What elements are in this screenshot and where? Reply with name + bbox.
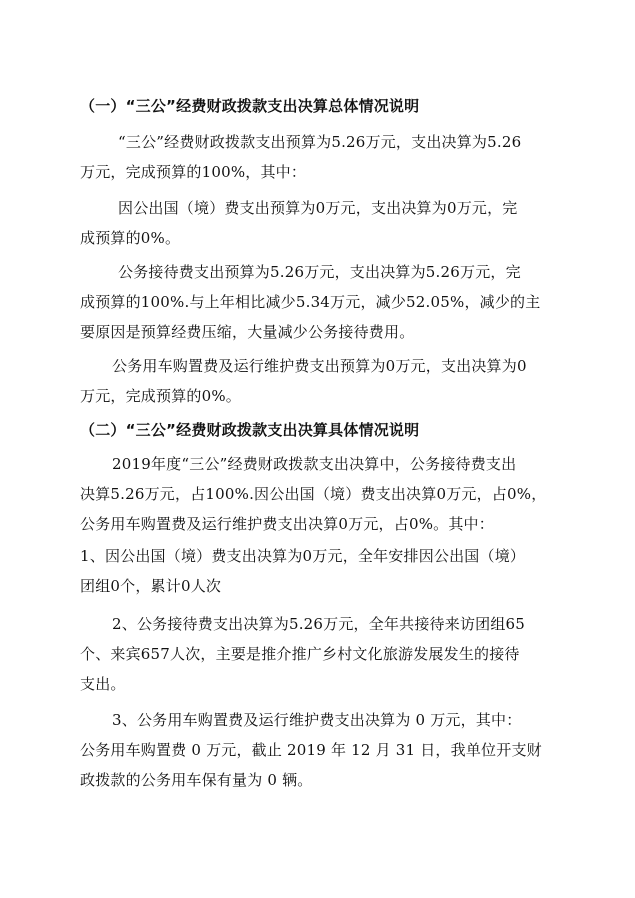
s2-p1-line2: 决算5.26万元，占100%.因公出国（境）费支出决算0万元，占0%， xyxy=(80,485,547,503)
s1-p2-line2: 成预算的0%。 xyxy=(80,229,181,247)
s2-p1-line1: 2019年度“三公”经费财政拨款支出决算中，公务接待费支出 xyxy=(112,455,517,473)
s1-p1-line1: “三公”经费财政拨款支出预算为5.26万元，支出决算为5.26 xyxy=(118,133,522,151)
s2-p3-line3: 支出。 xyxy=(80,675,126,693)
section-1-heading: （一）“三公”经费财政拨款支出决算总体情况说明 xyxy=(80,97,420,115)
s1-p3-line1: 公务接待费支出预算为5.26万元，支出决算为5.26万元，完 xyxy=(118,263,521,281)
s2-p4-line1: 3、公务用车购置费及运行维护费支出决算为 0 万元，其中： xyxy=(112,711,522,729)
s1-p4-line1: 公务用车购置费及运行维护费支出预算为0万元，支出决算为0 xyxy=(112,357,527,375)
s1-p1-line2: 万元，完成预算的100%，其中： xyxy=(80,163,307,181)
s1-p4-line2: 万元，完成预算的0%。 xyxy=(80,387,241,405)
s2-p4-line2: 公务用车购置费 0 万元，截止 2019 年 12 月 31 日，我单位开支财 xyxy=(80,741,542,759)
s2-p1-line3: 公务用车购置费及运行维护费支出决算0万元，占0%。其中： xyxy=(80,515,494,533)
s1-p3-line2: 成预算的100%.与上年相比减少5.34万元，减少52.05%，减少的主 xyxy=(80,293,541,311)
s2-p4-line3: 政拨款的公务用车保有量为 0 辆。 xyxy=(80,771,313,789)
section-2-heading: （二）“三公”经费财政拨款支出决算具体情况说明 xyxy=(80,421,420,439)
s2-p2-line1: 1、因公出国（境）费支出决算为0万元，全年安排因公出国（境） xyxy=(80,547,526,565)
s2-p2-line2: 团组0个，累计0人次 xyxy=(80,577,222,595)
s1-p2-line1: 因公出国（境）费支出预算为0万元，支出决算为0万元，完 xyxy=(118,199,518,217)
s1-p3-line3: 要原因是预算经费压缩，大量减少公务接待费用。 xyxy=(80,323,415,341)
s2-p3-line1: 2、公务接待费支出决算为5.26万元，全年共接待来访团组65 xyxy=(112,615,526,633)
s2-p3-line2: 个、来宾657人次，主要是推介推广乡村文化旅游发展发生的接待 xyxy=(80,645,520,663)
